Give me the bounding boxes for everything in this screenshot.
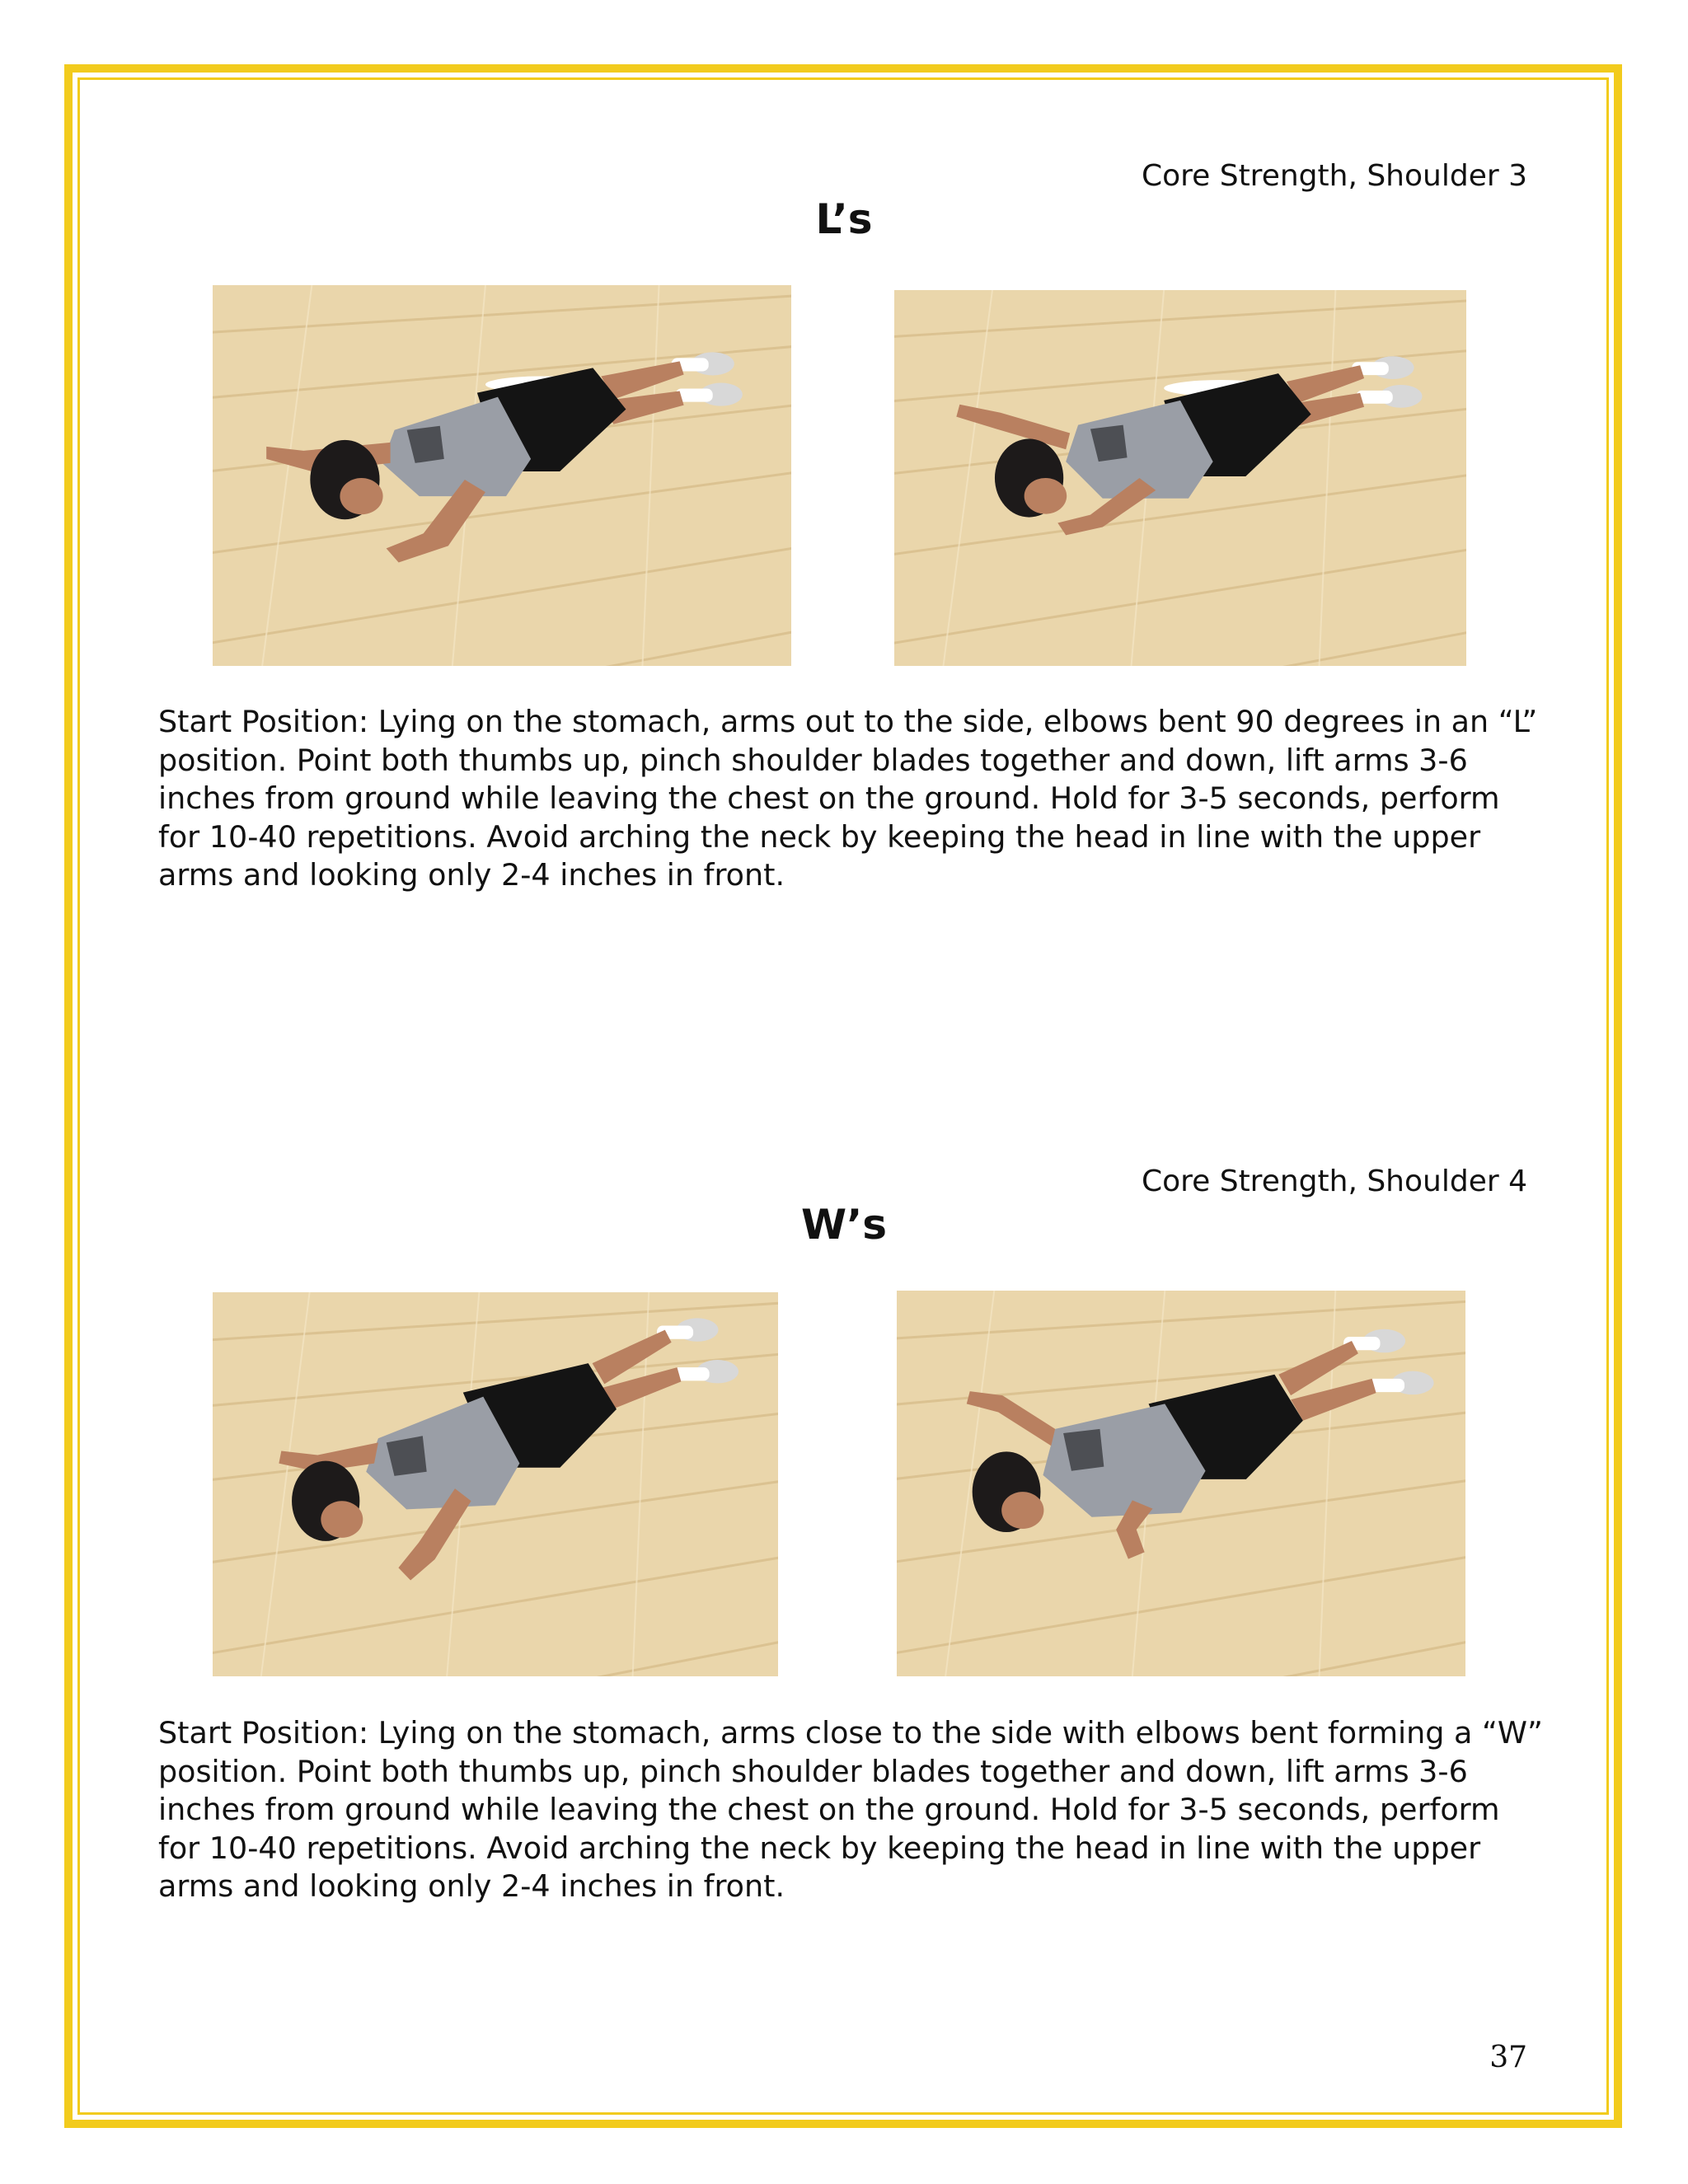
exercise-description-ws: Start Position: Lying on the stomach, arms close to the side with elbows bent forming a “W” position. Point both thumbs up, pinch shoulder blades together and down, lift arms 3-6 inches from ground while leaving the chest on the ground. Hold for 3-5 seconds, perform for 10-40 repetitions. Avoid arching the neck by keeping the head in line with the upper arms and looking only 2-4 inches in front. (158, 1715, 1543, 1904)
exercise-description-ls: Start Position: Lying on the stomach, arms out to the side, elbows bent 90 degrees in an “L” position. Point both thumbs up, pinch shoulder blades together and down, lift arms 3-6 inches from ground while leaving the chest on the ground. Hold for 3-5 seconds, perform for 10-40 repetitions. Avoid arching the neck by keeping the head in line with the upper arms and looking only 2-4 inches in front. (158, 704, 1538, 893)
person-lying-arms-w-start-photo (213, 1292, 778, 1676)
exercise-title-ls: L’s (815, 195, 873, 243)
person-lying-arms-l-raised-photo (894, 290, 1466, 666)
section-tag-shoulder-4: Core Strength, Shoulder 4 (1141, 1165, 1527, 1198)
person-lying-arms-l-start-photo (213, 285, 791, 666)
person-lying-arms-w-raised-photo (897, 1291, 1465, 1676)
page-number: 37 (1489, 2041, 1527, 2074)
section-tag-shoulder-3: Core Strength, Shoulder 3 (1141, 159, 1527, 193)
exercise-title-ws: W’s (801, 1201, 887, 1249)
